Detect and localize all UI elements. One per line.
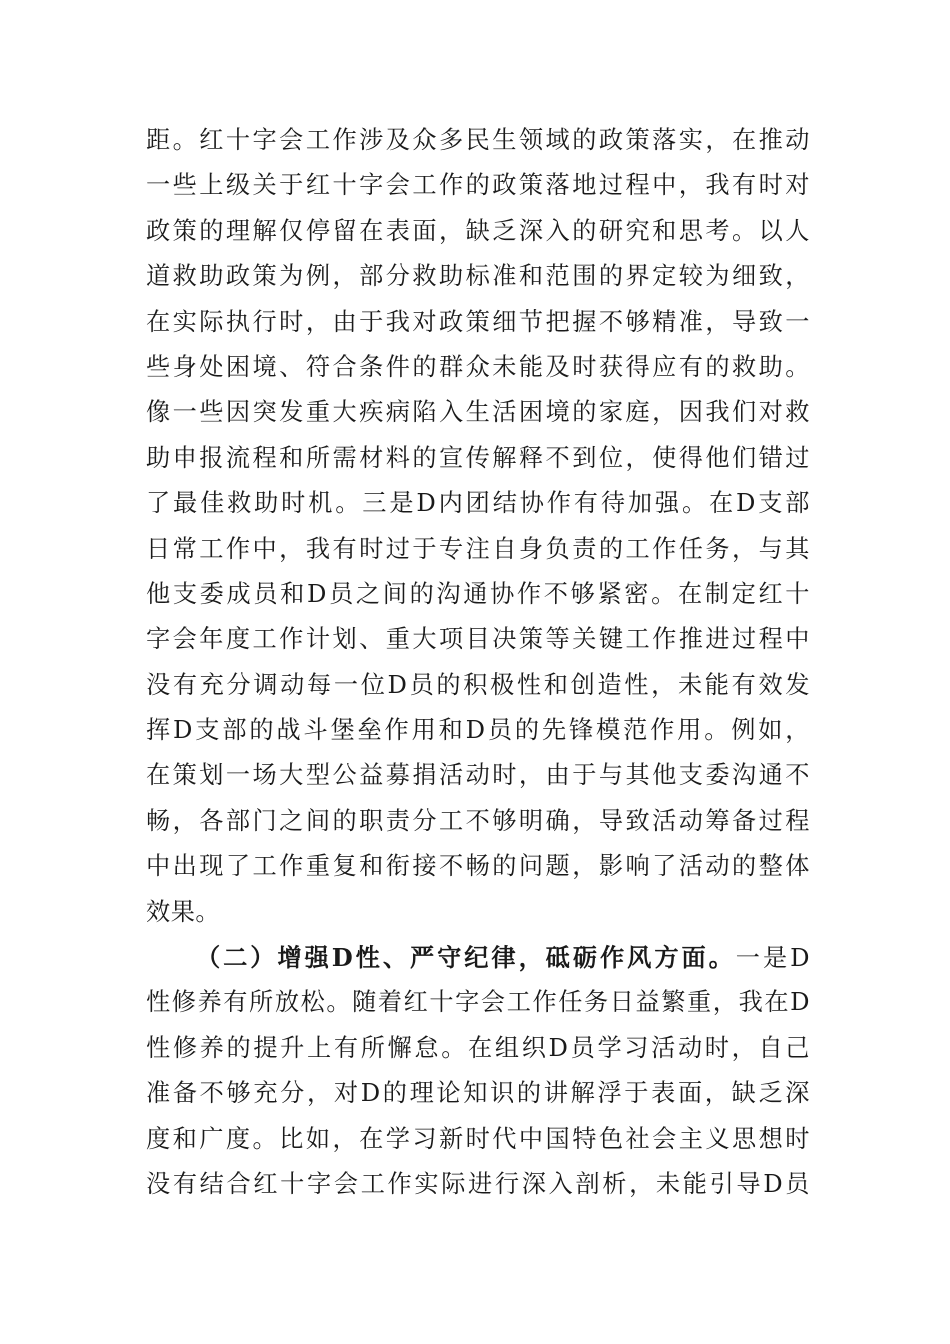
text-line: 距。红十字会工作涉及众多民生领域的政策落实，在推动 xyxy=(146,126,810,154)
text-line: 助申报流程和所需材料的宣传解释不到位，使得他们错过 xyxy=(146,443,810,472)
text-line: 没有结合红十字会工作实际进行深入剖析，未能引导D员 xyxy=(146,1169,810,1198)
section-heading: （二）增强D性、严守纪律，砥砺作风方面。 xyxy=(196,943,736,973)
text-line: 了最佳救助时机。三是D内团结协作有待加强。在D支部 xyxy=(146,489,810,518)
text-line: 在实际执行时，由于我对政策细节把握不够精准，导致一 xyxy=(146,307,810,336)
section-heading-line xyxy=(146,935,810,980)
text-line: 道救助政策为例，部分救助标准和范围的界定较为细致， xyxy=(146,262,810,291)
text-line: 性修养的提升上有所懈怠。在组织D员学习活动时，自己 xyxy=(146,1033,810,1062)
text-line: 挥D支部的战斗堡垒作用和D员的先锋模范作用。例如， xyxy=(146,716,810,745)
body-text xyxy=(146,118,810,1207)
text-line: 些身处困境、符合条件的群众未能及时获得应有的救助。 xyxy=(146,352,810,381)
text-line: 在策划一场大型公益募捐活动时，由于与其他支委沟通不 xyxy=(146,761,810,790)
text-line: 畅，各部门之间的职责分工不够明确，导致活动筹备过程 xyxy=(146,806,810,835)
text-line: 性修养有所放松。随着红十字会工作任务日益繁重，我在D xyxy=(146,988,810,1017)
text-line: 他支委成员和D员之间的沟通协作不够紧密。在制定红十 xyxy=(146,579,810,608)
text-line: 字会年度工作计划、重大项目决策等关键工作推进过程中 xyxy=(146,625,810,654)
text-line: 政策的理解仅停留在表面，缺乏深入的研究和思考。以人 xyxy=(146,216,810,245)
text-line: 度和广度。比如，在学习新时代中国特色社会主义思想时 xyxy=(146,1124,810,1153)
text-line: 像一些因突发重大疾病陷入生活困境的家庭，因我们对救 xyxy=(146,398,810,427)
text-line: 日常工作中，我有时过于专注自身负责的工作任务，与其 xyxy=(146,534,810,563)
text-segment: 一是D xyxy=(735,944,810,973)
text-line: 一些上级关于红十字会工作的政策落地过程中，我有时对 xyxy=(146,171,810,200)
text-line: 中出现了工作重复和衔接不畅的问题，影响了活动的整体 xyxy=(146,852,810,881)
text-line: 准备不够充分，对D的理论知识的讲解浮于表面，缺乏深 xyxy=(146,1079,810,1108)
text-line: 没有充分调动每一位D员的积极性和创造性，未能有效发 xyxy=(146,670,810,699)
text-line: 效果。 xyxy=(146,897,221,926)
